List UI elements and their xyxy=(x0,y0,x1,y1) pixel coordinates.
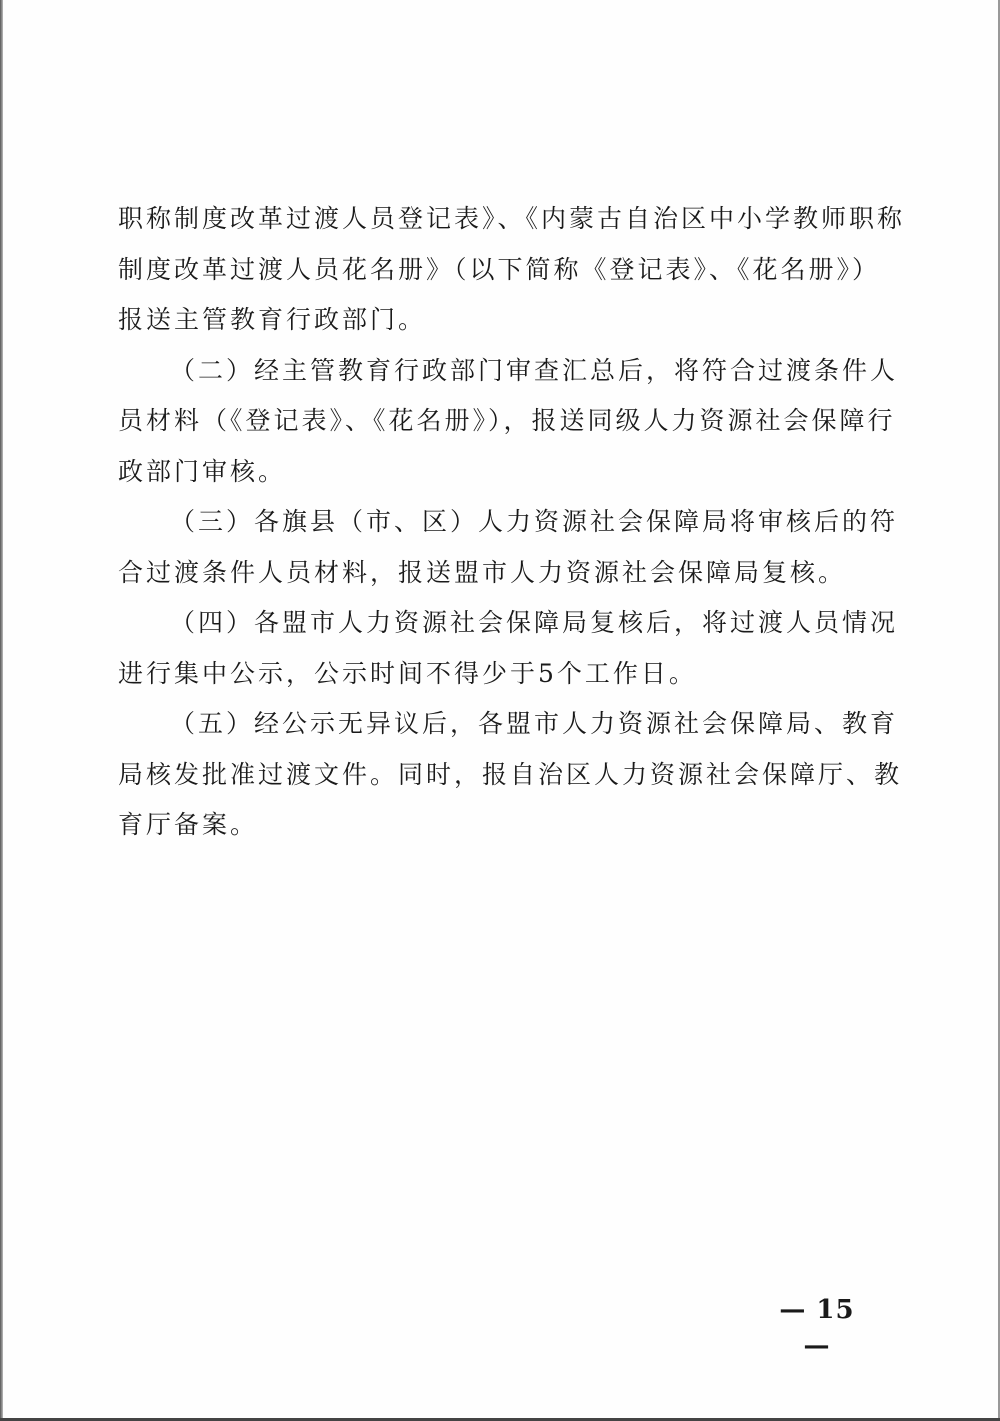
text-line: 员材料（《登记表》、《花名册》），报送同级人力资源社会保障行 xyxy=(118,406,896,435)
body-text xyxy=(118,194,906,851)
text-line: （三）各旗县（市、区）人力资源社会保障局将审核后的符 xyxy=(170,507,899,536)
text-line: 制度改革过渡人员花名册》（以下简称《登记表》、《花名册》） xyxy=(118,254,881,284)
text-line: 政部门审核。 xyxy=(118,456,287,486)
text-line: （五）经公示无异议后，各盟市人力资源社会保障局、教育 xyxy=(170,709,899,738)
text-line: （二）经主管教育行政部门审查汇总后，将符合过渡条件人 xyxy=(170,355,899,385)
text-line: 合过渡条件人员材料，报送盟市人力资源社会保障局复核。 xyxy=(118,557,847,587)
text-line: （四）各盟市人力资源社会保障局复核后，将过渡人员情况 xyxy=(170,608,899,637)
page-number: — 15 — xyxy=(779,1295,855,1361)
text-line: 报送主管教育行政部门。 xyxy=(118,305,427,334)
text-line: 职称制度改革过渡人员登记表》、《内蒙古自治区中小学教师职称 xyxy=(118,204,906,233)
scan-edge-left xyxy=(0,0,3,1421)
text-line: 育厅备案。 xyxy=(118,810,259,839)
text-line: 局核发批准过渡文件。同时，报自治区人力资源社会保障厅、教 xyxy=(118,759,903,789)
text-line: 进行集中公示，公示时间不得少于5个工作日。 xyxy=(118,658,697,688)
